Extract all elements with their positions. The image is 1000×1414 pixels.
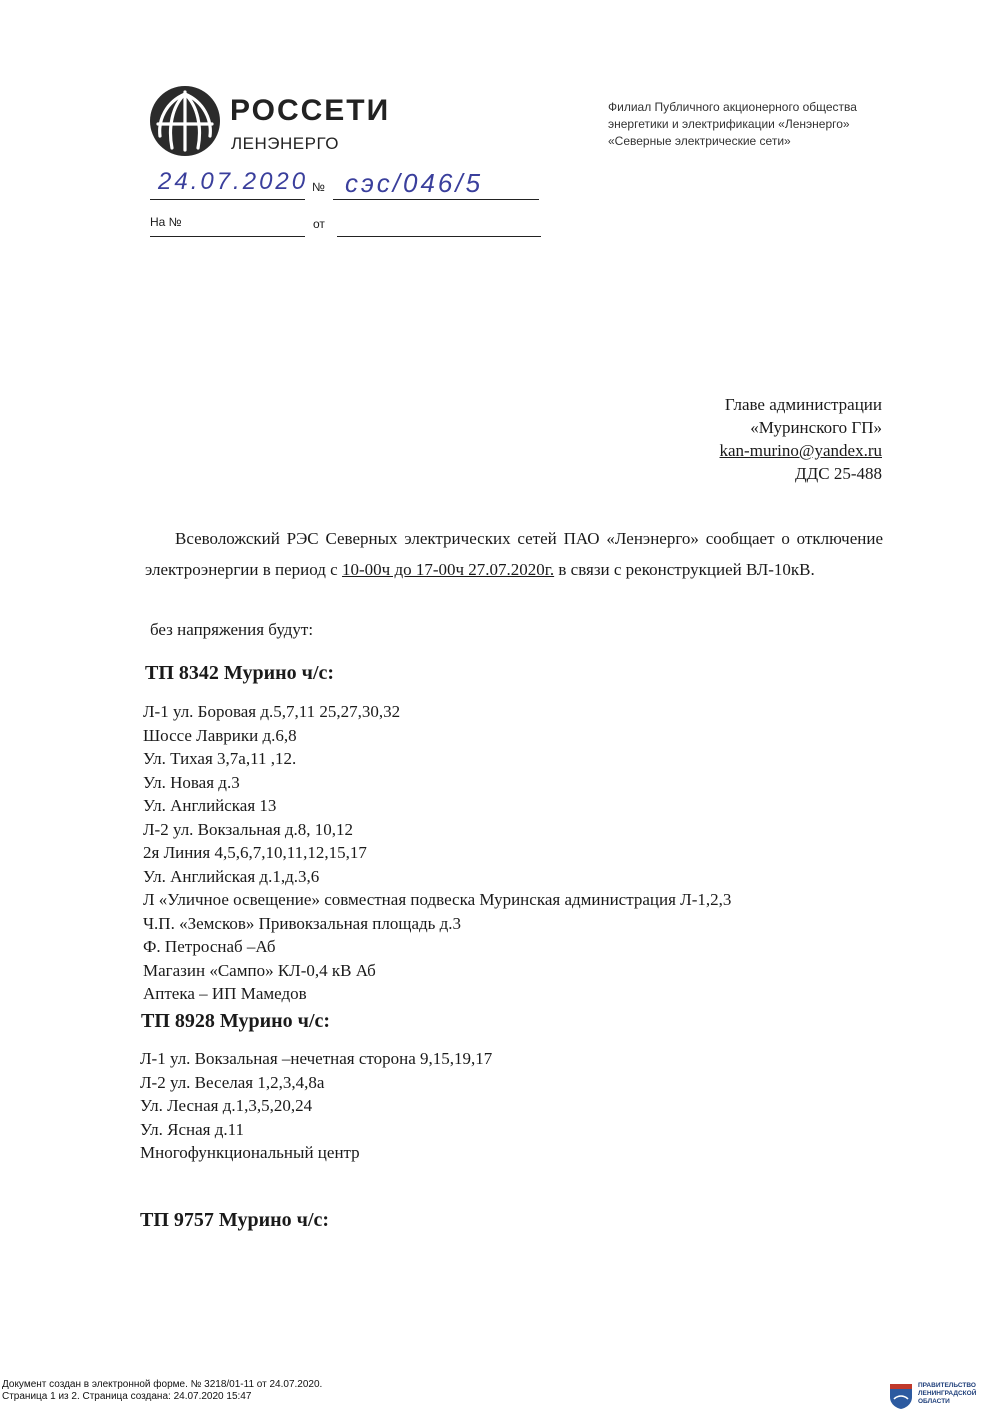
list-item: Шоссе Лаврики д.6,8 <box>143 725 297 745</box>
list-item: Многофункциональный центр <box>140 1143 360 1162</box>
logo-name: РОССЕТИ <box>230 94 391 127</box>
list-item: Магазин «Сампо» КЛ-0,4 кВ Аб <box>143 960 376 980</box>
list-item: Ул. Новая д.3 <box>143 772 240 792</box>
list-item: Ф. Петроснаб –Аб <box>143 937 276 956</box>
gov-line: ОБЛАСТИ <box>918 1398 950 1405</box>
addressee-org: «Муринского ГП» <box>750 418 882 437</box>
document-footer <box>2 1379 322 1403</box>
number-label: № <box>312 180 325 194</box>
list-item: Л-2 ул. Веселая 1,2,3,4,8а <box>140 1072 325 1092</box>
number-underline <box>333 199 539 200</box>
branch-line: Филиал Публичного акционерного общества <box>608 100 857 114</box>
addressee-dds: ДДС 25-488 <box>795 464 882 483</box>
list-item: Ул. Лесная д.1,3,5,20,24 <box>140 1096 313 1115</box>
reply-number-underline <box>150 236 305 237</box>
list-item: Ул. Ясная д.11 <box>140 1119 244 1139</box>
footer-line: Страница 1 из 2. Страница создана: 24.07.2020 15:47 <box>2 1391 252 1402</box>
intro-text: Всеволожский РЭС Северных электрических сетей ПАО «Ленэнерго» сообщает о отключение электроэнергии в период с <box>145 529 883 579</box>
addressee-title: Главе администрации <box>724 395 882 414</box>
addressee-block <box>720 393 882 485</box>
list-item: Ч.П. «Земсков» Привокзальная площадь д.3 <box>143 913 462 933</box>
footer-line: Документ создан в электронной форме. № 3218/01-11 от 24.07.2020. <box>2 1379 323 1390</box>
list-item: Л-1 ул. Вокзальная –нечетная сторона 9,15,19,17 <box>140 1049 493 1068</box>
branch-line: «Северные электрические сети» <box>608 134 791 148</box>
gov-text <box>918 1382 976 1406</box>
section-list <box>143 700 731 1006</box>
list-item: Ул. Тихая 3,7а,11 ,12. <box>143 749 297 768</box>
list-item: Ул. Английская д.1,д.3,6 <box>143 866 320 886</box>
section-title: ТП 8928 Мурино ч/с: <box>141 1010 331 1032</box>
intro-reason: в связи с реконструкцией ВЛ-10кВ. <box>558 560 815 579</box>
reply-date-underline <box>337 236 541 237</box>
reply-from-label: от <box>313 217 325 231</box>
date-underline <box>150 199 305 200</box>
registration-number: сэс/046/5 <box>345 168 484 198</box>
registration-date: 24.07.2020 <box>158 168 309 195</box>
intro-paragraph <box>145 523 883 585</box>
no-voltage-label: без напряжения будут: <box>150 620 314 639</box>
gov-line: ПРАВИТЕЛЬСТВО <box>918 1382 976 1389</box>
branch-line: энергетики и электрификации «Ленэнерго» <box>608 117 850 131</box>
list-item: Ул. Английская 13 <box>143 796 277 815</box>
list-item: Аптека – ИП Мамедов <box>143 984 307 1003</box>
addressee-email[interactable]: kan-murino@yandex.ru <box>719 441 882 460</box>
gov-line: ЛЕНИНГРАДСКОЙ <box>918 1390 977 1397</box>
section-list <box>140 1047 492 1165</box>
list-item: Л-1 ул. Боровая д.5,7,11 25,27,30,32 <box>143 702 401 721</box>
outage-time-range: 10-00ч до 17-00ч 27.07.2020г. <box>341 560 555 579</box>
list-item: Л «Уличное освещение» совместная подвеска Муринская администрация Л-1,2,3 <box>143 890 732 909</box>
list-item: 2я Линия 4,5,6,7,10,11,12,15,17 <box>143 843 367 862</box>
section-title: ТП 9757 Мурино ч/с: <box>140 1209 330 1231</box>
section-title: ТП 8342 Мурино ч/с: <box>145 662 335 684</box>
rosseti-logo-icon <box>148 84 222 158</box>
reply-number-label: На № <box>150 215 182 229</box>
government-logo <box>888 1382 976 1406</box>
list-item: Л-2 ул. Вокзальная д.8, 10,12 <box>143 819 354 839</box>
gov-emblem-icon <box>888 1382 914 1410</box>
branch-name <box>608 99 857 150</box>
logo-subname: ЛЕНЭНЕРГО <box>231 134 339 153</box>
